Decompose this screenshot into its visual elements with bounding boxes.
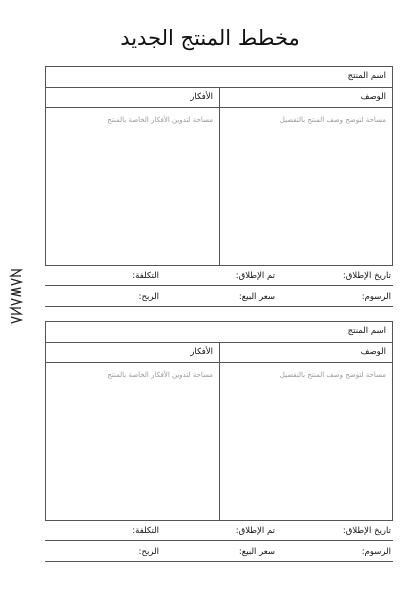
sale-price-label: سعر البيع:: [238, 547, 276, 557]
info-row: [45, 541, 393, 562]
info-row: [45, 286, 393, 307]
ideas-placeholder: مساحة لتدوين الأفكار الخاصة بالمنتج: [107, 116, 213, 124]
description-area[interactable]: [219, 108, 392, 265]
product-name-label: اسم المنتج: [347, 326, 386, 336]
fees-label: الرسوم:: [361, 547, 391, 557]
info-row: [45, 520, 393, 541]
cost-label: التكلفة:: [132, 271, 160, 281]
ideas-area[interactable]: [46, 108, 219, 265]
column-headers: [46, 88, 392, 108]
info-row: [45, 265, 393, 286]
ideas-area[interactable]: [46, 363, 219, 520]
launched-label: تم الإطلاق:: [235, 526, 276, 536]
product-plan-block-2: [45, 321, 393, 521]
sale-price-label: سعر البيع:: [238, 292, 276, 302]
product-plan-block-1: [45, 66, 393, 266]
product-info-block-2: [45, 520, 393, 562]
content-area: [46, 108, 392, 265]
product-info-block-1: [45, 265, 393, 307]
ideas-placeholder: مساحة لتدوين الأفكار الخاصة بالمنتج: [107, 371, 213, 379]
column-headers: [46, 343, 392, 363]
product-name-field[interactable]: [46, 322, 392, 343]
launch-date-label: تاريخ الإطلاق:: [342, 526, 391, 536]
ideas-header: الأفكار: [190, 347, 213, 357]
product-name-field[interactable]: [46, 67, 392, 88]
brand-logo: [9, 268, 23, 324]
product-name-label: اسم المنتج: [347, 71, 386, 81]
launched-label: تم الإطلاق:: [235, 271, 276, 281]
description-area[interactable]: [219, 363, 392, 520]
ideas-header: الأفكار: [190, 92, 213, 102]
profit-label: الربح:: [138, 547, 160, 557]
description-header: الوصف: [219, 88, 392, 107]
content-area: [46, 363, 392, 520]
fees-label: الرسوم:: [361, 292, 391, 302]
launch-date-label: تاريخ الإطلاق:: [342, 271, 391, 281]
page-title: مخطط المنتج الجديد: [120, 26, 300, 50]
cost-label: التكلفة:: [132, 526, 160, 536]
description-placeholder: مساحة لتوضح وصف المنتج بالتفصيل: [279, 371, 386, 379]
description-placeholder: مساحة لتوضح وصف المنتج بالتفصيل: [279, 116, 386, 124]
profit-label: الربح:: [138, 292, 160, 302]
description-header: الوصف: [219, 343, 392, 362]
